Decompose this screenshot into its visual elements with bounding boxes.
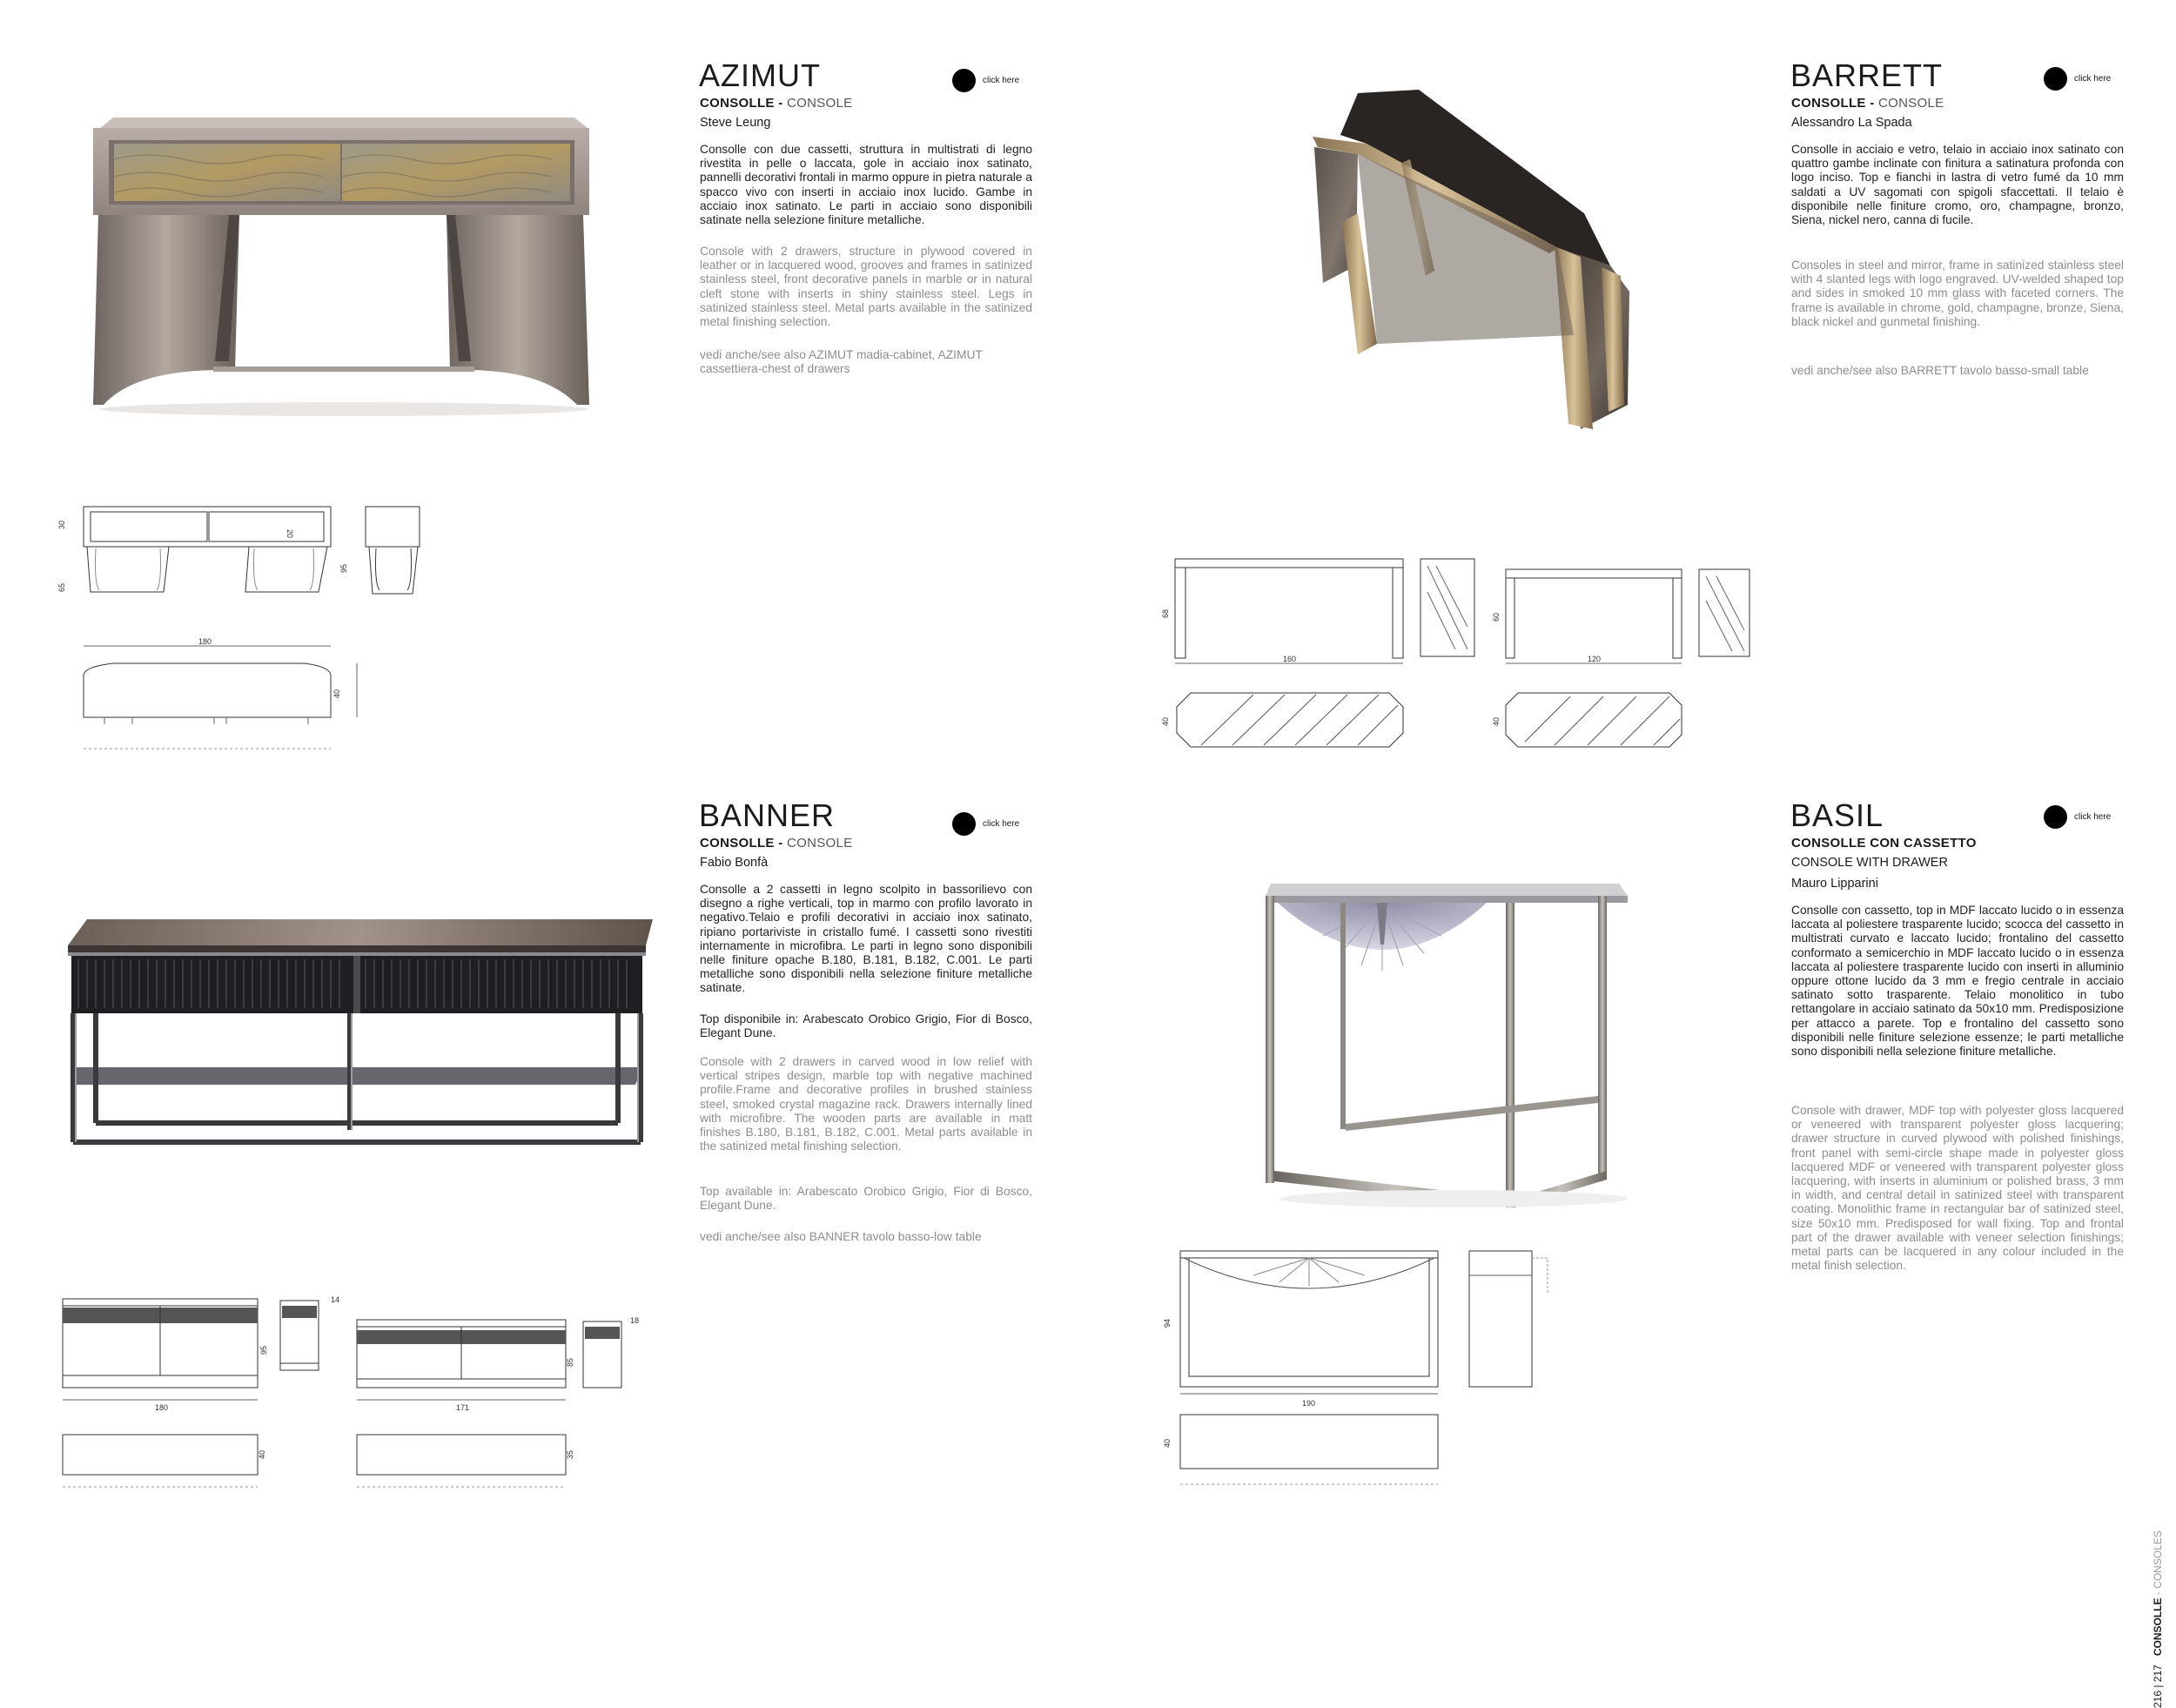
right-page — [1088, 0, 2176, 1708]
click-dot-icon — [2044, 805, 2067, 829]
banner-technical-drawing — [52, 1288, 653, 1497]
azimut-desc-it: Consolle con due cassetti, struttura in multistrati di legno rivestita in pelle o laccata, gole in acciaio inox satinato, pannelli decorativi frontali in marmo oppure in pietra naturale a spacco vivo con inserti in acciaio inox lucido. Gambe in acciaio inox satinato. Le parti in acciaio sono disponibili satinate nella selezione finiture metalliche. — [700, 143, 1032, 227]
folio-section: CONSOLLE — [2152, 1597, 2164, 1657]
banner-dim-h2: 85 — [566, 1357, 574, 1367]
basil-category-en: CONSOLE WITH DRAWER — [1791, 856, 1948, 870]
click-dot-icon — [952, 69, 976, 92]
banner-desc-en: Console with 2 drawers in carved wood in low relief with vertical stripes design, marble top with negative machined profile.Frame and decorative profiles in brushed stainless steel, smoked crystal magazine rack. Drawers internally lined with microfibre. The wooden parts are available in matt finishes B.180, B.181, B.182, C.001. Metal parts available in the satinized metal finishing selection. — [700, 1055, 1032, 1153]
barrett-dim-d1: 40 — [1161, 716, 1170, 726]
basil-click-here[interactable]: click here — [2044, 805, 2111, 829]
barrett-dim-w1: 160 — [1283, 655, 1297, 663]
barrett-dim-w2: 120 — [1588, 655, 1602, 663]
azimut-click-here[interactable]: click here — [952, 69, 1019, 92]
page-numbers: 216 | 217 — [2152, 1664, 2164, 1708]
azimut-dim-htop: 30 — [57, 520, 66, 529]
azimut-designer: Steve Leung — [700, 116, 771, 130]
basil-dim-d: 40 — [1163, 1438, 1172, 1448]
click-dot-icon — [952, 812, 976, 836]
barrett-designer: Alessandro La Spada — [1791, 116, 1912, 130]
banner-dim-h1: 95 — [259, 1345, 268, 1355]
barrett-technical-drawing — [1149, 548, 1758, 757]
basil-title: BASIL — [1790, 797, 1884, 833]
barrett-dim-h2: 60 — [1492, 612, 1501, 622]
azimut-dim-htotal: 95 — [339, 563, 348, 573]
banner-designer: Fabio Bonfà — [700, 856, 769, 870]
azimut-dim-drawer: 20 — [285, 529, 294, 539]
banner-dim-t1: 14 — [331, 1295, 340, 1304]
azimut-dim-hleg: 65 — [57, 582, 66, 592]
barrett-click-here[interactable]: click here — [2044, 67, 2111, 91]
azimut-dim-width: 180 — [198, 637, 212, 646]
basil-desc-it: Consolle con cassetto, top in MDF laccato lucido o in essenza laccata al poliestere trasparente lucido; scocca del cassetto in multistrati curvato e laccato lucido; frontalino del cassetto conformato a semicerchio in MDF laccato lucido o in essenza laccata al poliestere trasparente lucido con inserti in alluminio oppure ottone lucido da 3 mm e fregio centrale in acciaio satinato sotto trasparente. Telaio monolitico in tubo rettangolare in acciaio satinato da 50x10 mm. Predisposizione per attacco a parete. Top e frontalino del cassetto sono disponibili nelle finiture selezione essenze; le parti metalliche sono disponibili nella selezione finiture metalliche. — [1791, 904, 2124, 1059]
banner-title: BANNER — [699, 797, 836, 833]
barrett-see-also: vedi anche/see also BARRETT tavolo basso-small table — [1791, 364, 2089, 377]
azimut-see-also: vedi anche/see also AZIMUT madia-cabinet, AZIMUT cassettiera-chest of drawers — [700, 348, 983, 376]
banner-dim-d1: 40 — [258, 1449, 266, 1459]
basil-dim-h: 94 — [1163, 1318, 1172, 1328]
barrett-desc-en: Consoles in steel and mirror, frame in satinized stainless steel with 4 slanted legs with logo engraved. UV-welded shaped top and sides in smoked 10 mm glass with faceted corners. The frame is available in chrome, gold, champagne, bronze, Siena, black nickel and gunmetal finishing. — [1791, 259, 2124, 328]
azimut-dim-depth: 40 — [332, 689, 341, 698]
banner-see-also: vedi anche/see also BANNER tavolo basso-low table — [700, 1230, 982, 1243]
azimut-category: CONSOLLE - CONSOLE — [700, 96, 853, 111]
azimut-title: AZIMUT — [699, 57, 821, 93]
basil-desc-en: Console with drawer, MDF top with polyester gloss lacquered or veneered with transparent polyester gloss lacquering; drawer structure in curved plywood with polished finishings, front panel with semi-circle shape made in polyester gloss lacquered MDF or veneered with transparent polyester gloss lacquering, with inserts in aluminium or polished brass, 3 mm in width, and central detail in satinized steel with transparent coating. Monolithic frame in rectangular bar of satinized steel, size 50x10 mm. Predisposed for wall fixing. Top and frontal part of the drawer available with veneer selection finishings; metal parts can be lacquered in any colour included in the metal finish selection. — [1791, 1104, 2124, 1273]
basil-photo — [1253, 875, 1636, 1210]
banner-photo — [61, 914, 653, 1167]
banner-dim-w2: 171 — [456, 1403, 470, 1412]
barrett-desc-it: Consolle in acciaio e vetro, telaio in acciaio inox satinato con quattro gambe inclinate con finitura a satinatura profonda con logo inciso. Top e fianchi in lastra di vetro fumé da 10 mm saldati a UV sagomati con spigoli sfaccettati. Il telaio è disponibile nelle finiture cromo, oro, champagne, bronzo, Siena, nickel nero, canna di fucile. — [1791, 143, 2124, 227]
basil-designer: Mauro Lipparini — [1791, 877, 1878, 891]
azimut-technical-drawing — [52, 496, 435, 757]
page-folio: 216 | 217 CONSOLLE - CONSOLES — [2152, 1530, 2164, 1708]
banner-dim-w1: 180 — [155, 1403, 169, 1412]
basil-category: CONSOLLE CON CASSETTO — [1791, 836, 1977, 851]
barrett-title: BARRETT — [1790, 57, 1944, 93]
banner-dim-t2: 18 — [630, 1316, 640, 1325]
basil-technical-drawing — [1149, 1241, 1645, 1502]
banner-dim-d2: 35 — [566, 1449, 574, 1459]
azimut-desc-en: Console with 2 drawers, structure in plywood covered in leather or in lacquered wood, grooves and frames in satinized stainless steel, front decorative panels in marble or in natural cleft stone with inserts in shiny stainless steel. Legs in satinized stainless steel. Metal parts available in the satinized metal finishing selection. — [700, 245, 1032, 329]
left-page — [0, 0, 1088, 1548]
barrett-photo — [1297, 83, 1645, 431]
azimut-photo — [83, 109, 605, 422]
barrett-category: CONSOLLE - CONSOLE — [1791, 96, 1944, 111]
banner-click-here[interactable]: click here — [952, 812, 1019, 836]
banner-top-it: Top disponibile in: Arabescato Orobico Grigio, Fior di Bosco, Elegant Dune. — [700, 1012, 1032, 1040]
banner-desc-it: Consolle a 2 cassetti in legno scolpito in bassorilievo con disegno a righe verticali, top in marmo con profilo lavorato in negativo.Telaio e profili decorativi in acciaio inox satinato, ripiano portariviste in cristallo fumé. I cassetti sono rivestiti internamente in microfibra. Le parti in legno sono disponibili nelle finiture opache B.180, B.181, B.182, C.001. Le parti metalliche sono disponibili nella selezione finiture metalliche satinate. — [700, 883, 1032, 995]
banner-category: CONSOLLE - CONSOLE — [700, 836, 853, 851]
barrett-dim-h1: 68 — [1161, 609, 1170, 618]
basil-dim-w: 190 — [1302, 1399, 1316, 1408]
barrett-dim-d2: 40 — [1492, 716, 1501, 726]
banner-top-en: Top available in: Arabescato Orobico Grigio, Fior di Bosco, Elegant Dune. — [700, 1185, 1032, 1213]
click-dot-icon — [2044, 67, 2067, 91]
folio-subsection: CONSOLES — [2152, 1530, 2164, 1589]
